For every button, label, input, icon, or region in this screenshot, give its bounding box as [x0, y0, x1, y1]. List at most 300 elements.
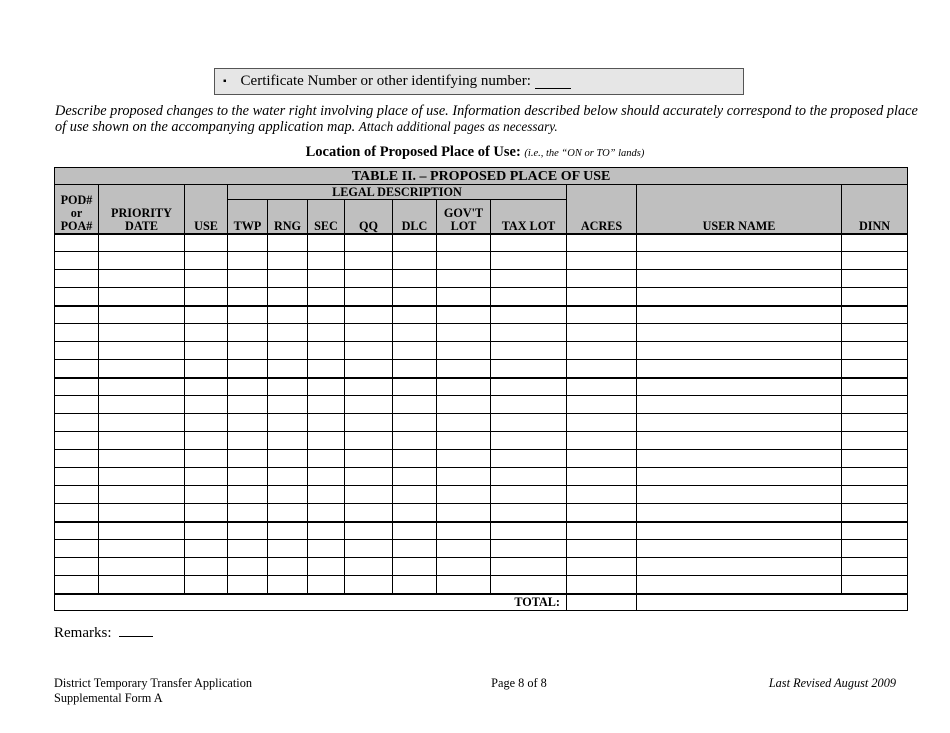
cell-rng[interactable]	[268, 558, 308, 576]
cell-rng[interactable]	[268, 414, 308, 432]
cell-dlc[interactable]	[393, 576, 437, 594]
table-body	[55, 234, 908, 611]
cell-priority-date[interactable]	[99, 234, 185, 252]
cell-dlc[interactable]	[393, 360, 437, 378]
cell-rng[interactable]	[268, 540, 308, 558]
cell-priority-date[interactable]	[99, 342, 185, 360]
cell-use[interactable]	[185, 504, 228, 522]
cell-twp[interactable]	[228, 540, 268, 558]
cell-tax-lot[interactable]	[491, 378, 567, 396]
cell-acres[interactable]	[567, 270, 637, 288]
cell-priority-date[interactable]	[99, 486, 185, 504]
cell-qq[interactable]	[345, 252, 393, 270]
cell-use[interactable]	[185, 414, 228, 432]
table-row	[55, 288, 908, 306]
cell-priority-date[interactable]	[99, 324, 185, 342]
cell-pod[interactable]	[55, 270, 99, 288]
cell-tax-lot[interactable]	[491, 468, 567, 486]
cell-twp[interactable]	[228, 522, 268, 540]
cell-use[interactable]	[185, 450, 228, 468]
cell-user-name[interactable]	[637, 576, 842, 594]
remarks-field[interactable]	[119, 622, 153, 637]
cell-user-name[interactable]	[637, 486, 842, 504]
cell-twp[interactable]	[228, 360, 268, 378]
cell-qq[interactable]	[345, 324, 393, 342]
cell-qq[interactable]	[345, 450, 393, 468]
cell-acres[interactable]	[567, 486, 637, 504]
cell-govt-lot[interactable]	[437, 414, 491, 432]
cell-acres[interactable]	[567, 324, 637, 342]
cell-qq[interactable]	[345, 396, 393, 414]
cell-qq[interactable]	[345, 576, 393, 594]
cell-priority-date[interactable]	[99, 360, 185, 378]
cell-tax-lot[interactable]	[491, 252, 567, 270]
cell-dlc[interactable]	[393, 504, 437, 522]
cell-acres[interactable]	[567, 342, 637, 360]
cell-pod[interactable]	[55, 504, 99, 522]
cell-tax-lot[interactable]	[491, 342, 567, 360]
table-row	[55, 450, 908, 468]
cell-govt-lot[interactable]	[437, 540, 491, 558]
cell-qq[interactable]	[345, 522, 393, 540]
cell-dlc[interactable]	[393, 342, 437, 360]
cell-sec[interactable]	[308, 252, 345, 270]
table-row	[55, 252, 908, 270]
cell-acres[interactable]	[567, 414, 637, 432]
cell-rng[interactable]	[268, 288, 308, 306]
cell-twp[interactable]	[228, 324, 268, 342]
cell-tax-lot[interactable]	[491, 486, 567, 504]
cell-qq[interactable]	[345, 306, 393, 324]
cell-sec[interactable]	[308, 576, 345, 594]
cell-qq[interactable]	[345, 360, 393, 378]
cell-dinn[interactable]	[842, 486, 908, 504]
cell-user-name[interactable]	[637, 270, 842, 288]
cell-acres[interactable]	[567, 558, 637, 576]
cell-tax-lot[interactable]	[491, 432, 567, 450]
cell-user-name[interactable]	[637, 522, 842, 540]
cell-rng[interactable]	[268, 468, 308, 486]
cell-dlc[interactable]	[393, 414, 437, 432]
cell-dlc[interactable]	[393, 252, 437, 270]
cell-dinn[interactable]	[842, 504, 908, 522]
legal-description-header: LEGAL DESCRIPTION	[228, 185, 567, 200]
table-row	[55, 270, 908, 288]
cell-qq[interactable]	[345, 288, 393, 306]
cell-sec[interactable]	[308, 378, 345, 396]
total-blank-cell	[637, 594, 908, 611]
cell-govt-lot[interactable]	[437, 234, 491, 252]
cell-qq[interactable]	[345, 378, 393, 396]
cell-use[interactable]	[185, 486, 228, 504]
cell-dlc[interactable]	[393, 468, 437, 486]
table-row	[55, 540, 908, 558]
cell-govt-lot[interactable]	[437, 558, 491, 576]
cell-user-name[interactable]	[637, 414, 842, 432]
cell-dlc[interactable]	[393, 288, 437, 306]
cell-priority-date[interactable]	[99, 576, 185, 594]
col-dlc: DLC	[393, 200, 437, 234]
cell-tax-lot[interactable]	[491, 576, 567, 594]
cell-use[interactable]	[185, 558, 228, 576]
cell-twp[interactable]	[228, 414, 268, 432]
cell-priority-date[interactable]	[99, 468, 185, 486]
cell-dinn[interactable]	[842, 360, 908, 378]
cell-dinn[interactable]	[842, 288, 908, 306]
cell-dlc[interactable]	[393, 558, 437, 576]
cell-pod[interactable]	[55, 468, 99, 486]
cell-rng[interactable]	[268, 324, 308, 342]
cell-dlc[interactable]	[393, 234, 437, 252]
cell-govt-lot[interactable]	[437, 450, 491, 468]
cell-dlc[interactable]	[393, 378, 437, 396]
instructions-attach: Attach additional pages as necessary.	[358, 119, 558, 134]
cell-acres[interactable]	[567, 252, 637, 270]
cell-use[interactable]	[185, 252, 228, 270]
cell-twp[interactable]	[228, 270, 268, 288]
cell-rng[interactable]	[268, 522, 308, 540]
certificate-number-field[interactable]	[535, 74, 571, 89]
cell-sec[interactable]	[308, 450, 345, 468]
cell-twp[interactable]	[228, 432, 268, 450]
cell-tax-lot[interactable]	[491, 288, 567, 306]
cell-rng[interactable]	[268, 270, 308, 288]
cell-govt-lot[interactable]	[437, 360, 491, 378]
cell-dinn[interactable]	[842, 306, 908, 324]
cell-tax-lot[interactable]	[491, 522, 567, 540]
cell-tax-lot[interactable]	[491, 234, 567, 252]
instructions-main: Describe proposed changes to the water right involving place of use. Information described below should accurately correspond to the proposed place of use shown on the accompanying application map.	[55, 103, 918, 135]
cell-use[interactable]	[185, 360, 228, 378]
cell-priority-date[interactable]	[99, 558, 185, 576]
cell-dinn[interactable]	[842, 378, 908, 396]
cell-acres[interactable]	[567, 306, 637, 324]
cell-use[interactable]	[185, 396, 228, 414]
cell-user-name[interactable]	[637, 450, 842, 468]
cell-twp[interactable]	[228, 468, 268, 486]
cell-pod[interactable]	[55, 450, 99, 468]
cell-pod[interactable]	[55, 360, 99, 378]
cell-priority-date[interactable]	[99, 270, 185, 288]
cell-priority-date[interactable]	[99, 288, 185, 306]
cell-rng[interactable]	[268, 252, 308, 270]
cell-acres[interactable]	[567, 378, 637, 396]
cell-rng[interactable]	[268, 576, 308, 594]
cell-use[interactable]	[185, 288, 228, 306]
cell-qq[interactable]	[345, 540, 393, 558]
cell-rng[interactable]	[268, 306, 308, 324]
cell-priority-date[interactable]	[99, 522, 185, 540]
cell-rng[interactable]	[268, 450, 308, 468]
cell-dlc[interactable]	[393, 522, 437, 540]
cell-qq[interactable]	[345, 414, 393, 432]
cell-twp[interactable]	[228, 558, 268, 576]
cell-dinn[interactable]	[842, 576, 908, 594]
cell-tax-lot[interactable]	[491, 558, 567, 576]
cell-use[interactable]	[185, 324, 228, 342]
total-row	[55, 594, 908, 611]
cell-govt-lot[interactable]	[437, 468, 491, 486]
cell-sec[interactable]	[308, 432, 345, 450]
cell-acres[interactable]	[567, 396, 637, 414]
table-row	[55, 342, 908, 360]
cell-qq[interactable]	[345, 270, 393, 288]
cell-use[interactable]	[185, 342, 228, 360]
cell-dinn[interactable]	[842, 540, 908, 558]
table-row	[55, 522, 908, 540]
cell-acres[interactable]	[567, 360, 637, 378]
col-sec: SEC	[308, 200, 345, 234]
cell-qq[interactable]	[345, 468, 393, 486]
cell-acres[interactable]	[567, 576, 637, 594]
col-priority-date: PRIORITY DATE	[99, 185, 185, 234]
cell-tax-lot[interactable]	[491, 396, 567, 414]
cell-use[interactable]	[185, 378, 228, 396]
cell-user-name[interactable]	[637, 558, 842, 576]
cell-govt-lot[interactable]	[437, 522, 491, 540]
cell-sec[interactable]	[308, 234, 345, 252]
cell-dinn[interactable]	[842, 414, 908, 432]
cell-dinn[interactable]	[842, 450, 908, 468]
cell-dlc[interactable]	[393, 270, 437, 288]
cell-use[interactable]	[185, 432, 228, 450]
cell-qq[interactable]	[345, 504, 393, 522]
cell-acres[interactable]	[567, 432, 637, 450]
cell-qq[interactable]	[345, 558, 393, 576]
cell-sec[interactable]	[308, 540, 345, 558]
col-dinn: DINN	[842, 185, 908, 234]
cell-tax-lot[interactable]	[491, 360, 567, 378]
cell-dlc[interactable]	[393, 486, 437, 504]
cell-tax-lot[interactable]	[491, 324, 567, 342]
table-row	[55, 576, 908, 594]
cell-twp[interactable]	[228, 486, 268, 504]
cell-user-name[interactable]	[637, 288, 842, 306]
cell-acres[interactable]	[567, 504, 637, 522]
cell-use[interactable]	[185, 540, 228, 558]
cell-user-name[interactable]	[637, 504, 842, 522]
location-note: (i.e., the “ON or TO” lands)	[524, 148, 645, 159]
col-rng: RNG	[268, 200, 308, 234]
cell-rng[interactable]	[268, 360, 308, 378]
cell-twp[interactable]	[228, 306, 268, 324]
location-label: Location of Proposed Place of Use:	[305, 144, 521, 160]
cell-use[interactable]	[185, 576, 228, 594]
cell-qq[interactable]	[345, 234, 393, 252]
cell-dinn[interactable]	[842, 324, 908, 342]
cell-dlc[interactable]	[393, 306, 437, 324]
cell-user-name[interactable]	[637, 342, 842, 360]
cell-pod[interactable]	[55, 540, 99, 558]
cell-twp[interactable]	[228, 252, 268, 270]
cell-dlc[interactable]	[393, 450, 437, 468]
cell-twp[interactable]	[228, 504, 268, 522]
footer-revised: Last Revised August 2009	[768, 676, 896, 690]
cell-tax-lot[interactable]	[491, 450, 567, 468]
cell-govt-lot[interactable]	[437, 306, 491, 324]
cell-use[interactable]	[185, 468, 228, 486]
cell-priority-date[interactable]	[99, 540, 185, 558]
cell-dlc[interactable]	[393, 324, 437, 342]
cell-pod[interactable]	[55, 252, 99, 270]
cell-user-name[interactable]	[637, 378, 842, 396]
table-title: TABLE II. – PROPOSED PLACE OF USE	[55, 168, 908, 185]
cell-govt-lot[interactable]	[437, 342, 491, 360]
cell-govt-lot[interactable]	[437, 378, 491, 396]
cell-rng[interactable]	[268, 234, 308, 252]
cell-qq[interactable]	[345, 486, 393, 504]
cell-govt-lot[interactable]	[437, 396, 491, 414]
cell-user-name[interactable]	[637, 396, 842, 414]
cell-sec[interactable]	[308, 360, 345, 378]
cell-govt-lot[interactable]	[437, 576, 491, 594]
footer-page-number: Page 8 of 8	[491, 676, 547, 690]
cell-pod[interactable]	[55, 396, 99, 414]
cell-priority-date[interactable]	[99, 432, 185, 450]
cell-pod[interactable]	[55, 414, 99, 432]
cell-govt-lot[interactable]	[437, 270, 491, 288]
certificate-label: Certificate Number or other identifying number:	[240, 73, 531, 89]
cell-govt-lot[interactable]	[437, 252, 491, 270]
col-user-name: USER NAME	[637, 185, 842, 234]
cell-pod[interactable]	[55, 234, 99, 252]
col-qq: QQ	[345, 200, 393, 234]
remarks	[54, 622, 153, 642]
cell-priority-date[interactable]	[99, 414, 185, 432]
cell-twp[interactable]	[228, 342, 268, 360]
cell-use[interactable]	[185, 270, 228, 288]
cell-user-name[interactable]	[637, 360, 842, 378]
cell-twp[interactable]	[228, 576, 268, 594]
cell-acres[interactable]	[567, 234, 637, 252]
cell-dinn[interactable]	[842, 252, 908, 270]
cell-rng[interactable]	[268, 504, 308, 522]
cell-qq[interactable]	[345, 342, 393, 360]
cell-use[interactable]	[185, 522, 228, 540]
cell-twp[interactable]	[228, 396, 268, 414]
cell-pod[interactable]	[55, 342, 99, 360]
table-row	[55, 486, 908, 504]
cell-tax-lot[interactable]	[491, 504, 567, 522]
cell-use[interactable]	[185, 234, 228, 252]
cell-user-name[interactable]	[637, 252, 842, 270]
cell-dlc[interactable]	[393, 432, 437, 450]
table-row	[55, 306, 908, 324]
total-acres-cell[interactable]	[567, 594, 637, 611]
cell-govt-lot[interactable]	[437, 324, 491, 342]
cell-user-name[interactable]	[637, 234, 842, 252]
cell-twp[interactable]	[228, 450, 268, 468]
cell-govt-lot[interactable]	[437, 432, 491, 450]
cell-dinn[interactable]	[842, 234, 908, 252]
cell-sec[interactable]	[308, 342, 345, 360]
cell-user-name[interactable]	[637, 468, 842, 486]
cell-dinn[interactable]	[842, 468, 908, 486]
cell-dinn[interactable]	[842, 432, 908, 450]
cell-sec[interactable]	[308, 270, 345, 288]
cell-sec[interactable]	[308, 522, 345, 540]
cell-priority-date[interactable]	[99, 396, 185, 414]
cell-priority-date[interactable]	[99, 306, 185, 324]
cell-acres[interactable]	[567, 468, 637, 486]
cell-twp[interactable]	[228, 378, 268, 396]
cell-rng[interactable]	[268, 396, 308, 414]
cell-twp[interactable]	[228, 288, 268, 306]
cell-dinn[interactable]	[842, 558, 908, 576]
cell-govt-lot[interactable]	[437, 486, 491, 504]
cell-pod[interactable]	[55, 522, 99, 540]
cell-dinn[interactable]	[842, 522, 908, 540]
cell-govt-lot[interactable]	[437, 504, 491, 522]
cell-user-name[interactable]	[637, 540, 842, 558]
cell-dinn[interactable]	[842, 396, 908, 414]
cell-dinn[interactable]	[842, 270, 908, 288]
certificate-box	[214, 68, 744, 95]
cell-acres[interactable]	[567, 288, 637, 306]
cell-pod[interactable]	[55, 576, 99, 594]
cell-sec[interactable]	[308, 486, 345, 504]
cell-tax-lot[interactable]	[491, 306, 567, 324]
cell-qq[interactable]	[345, 432, 393, 450]
cell-sec[interactable]	[308, 288, 345, 306]
col-pod-poa: POD# or POA#	[55, 185, 99, 234]
cell-priority-date[interactable]	[99, 450, 185, 468]
cell-tax-lot[interactable]	[491, 270, 567, 288]
cell-pod[interactable]	[55, 288, 99, 306]
cell-pod[interactable]	[55, 378, 99, 396]
cell-twp[interactable]	[228, 234, 268, 252]
table-row	[55, 234, 908, 252]
cell-sec[interactable]	[308, 396, 345, 414]
cell-tax-lot[interactable]	[491, 414, 567, 432]
cell-priority-date[interactable]	[99, 252, 185, 270]
cell-pod[interactable]	[55, 558, 99, 576]
cell-acres[interactable]	[567, 522, 637, 540]
cell-sec[interactable]	[308, 306, 345, 324]
cell-dinn[interactable]	[842, 342, 908, 360]
cell-rng[interactable]	[268, 342, 308, 360]
cell-dlc[interactable]	[393, 540, 437, 558]
cell-tax-lot[interactable]	[491, 540, 567, 558]
cell-pod[interactable]	[55, 324, 99, 342]
cell-sec[interactable]	[308, 414, 345, 432]
cell-sec[interactable]	[308, 558, 345, 576]
cell-use[interactable]	[185, 306, 228, 324]
cell-priority-date[interactable]	[99, 504, 185, 522]
cell-govt-lot[interactable]	[437, 288, 491, 306]
cell-user-name[interactable]	[637, 432, 842, 450]
cell-dlc[interactable]	[393, 396, 437, 414]
proposed-place-of-use-table	[54, 167, 908, 611]
cell-sec[interactable]	[308, 324, 345, 342]
cell-pod[interactable]	[55, 486, 99, 504]
cell-acres[interactable]	[567, 450, 637, 468]
cell-pod[interactable]	[55, 306, 99, 324]
cell-rng[interactable]	[268, 432, 308, 450]
col-govt-lot: GOV'T LOT	[437, 200, 491, 234]
cell-sec[interactable]	[308, 468, 345, 486]
footer-line-2: Supplemental Form A	[54, 691, 163, 705]
cell-acres[interactable]	[567, 540, 637, 558]
cell-user-name[interactable]	[637, 324, 842, 342]
cell-pod[interactable]	[55, 432, 99, 450]
table-row	[55, 432, 908, 450]
cell-rng[interactable]	[268, 486, 308, 504]
cell-priority-date[interactable]	[99, 378, 185, 396]
cell-sec[interactable]	[308, 504, 345, 522]
cell-user-name[interactable]	[637, 306, 842, 324]
cell-rng[interactable]	[268, 378, 308, 396]
